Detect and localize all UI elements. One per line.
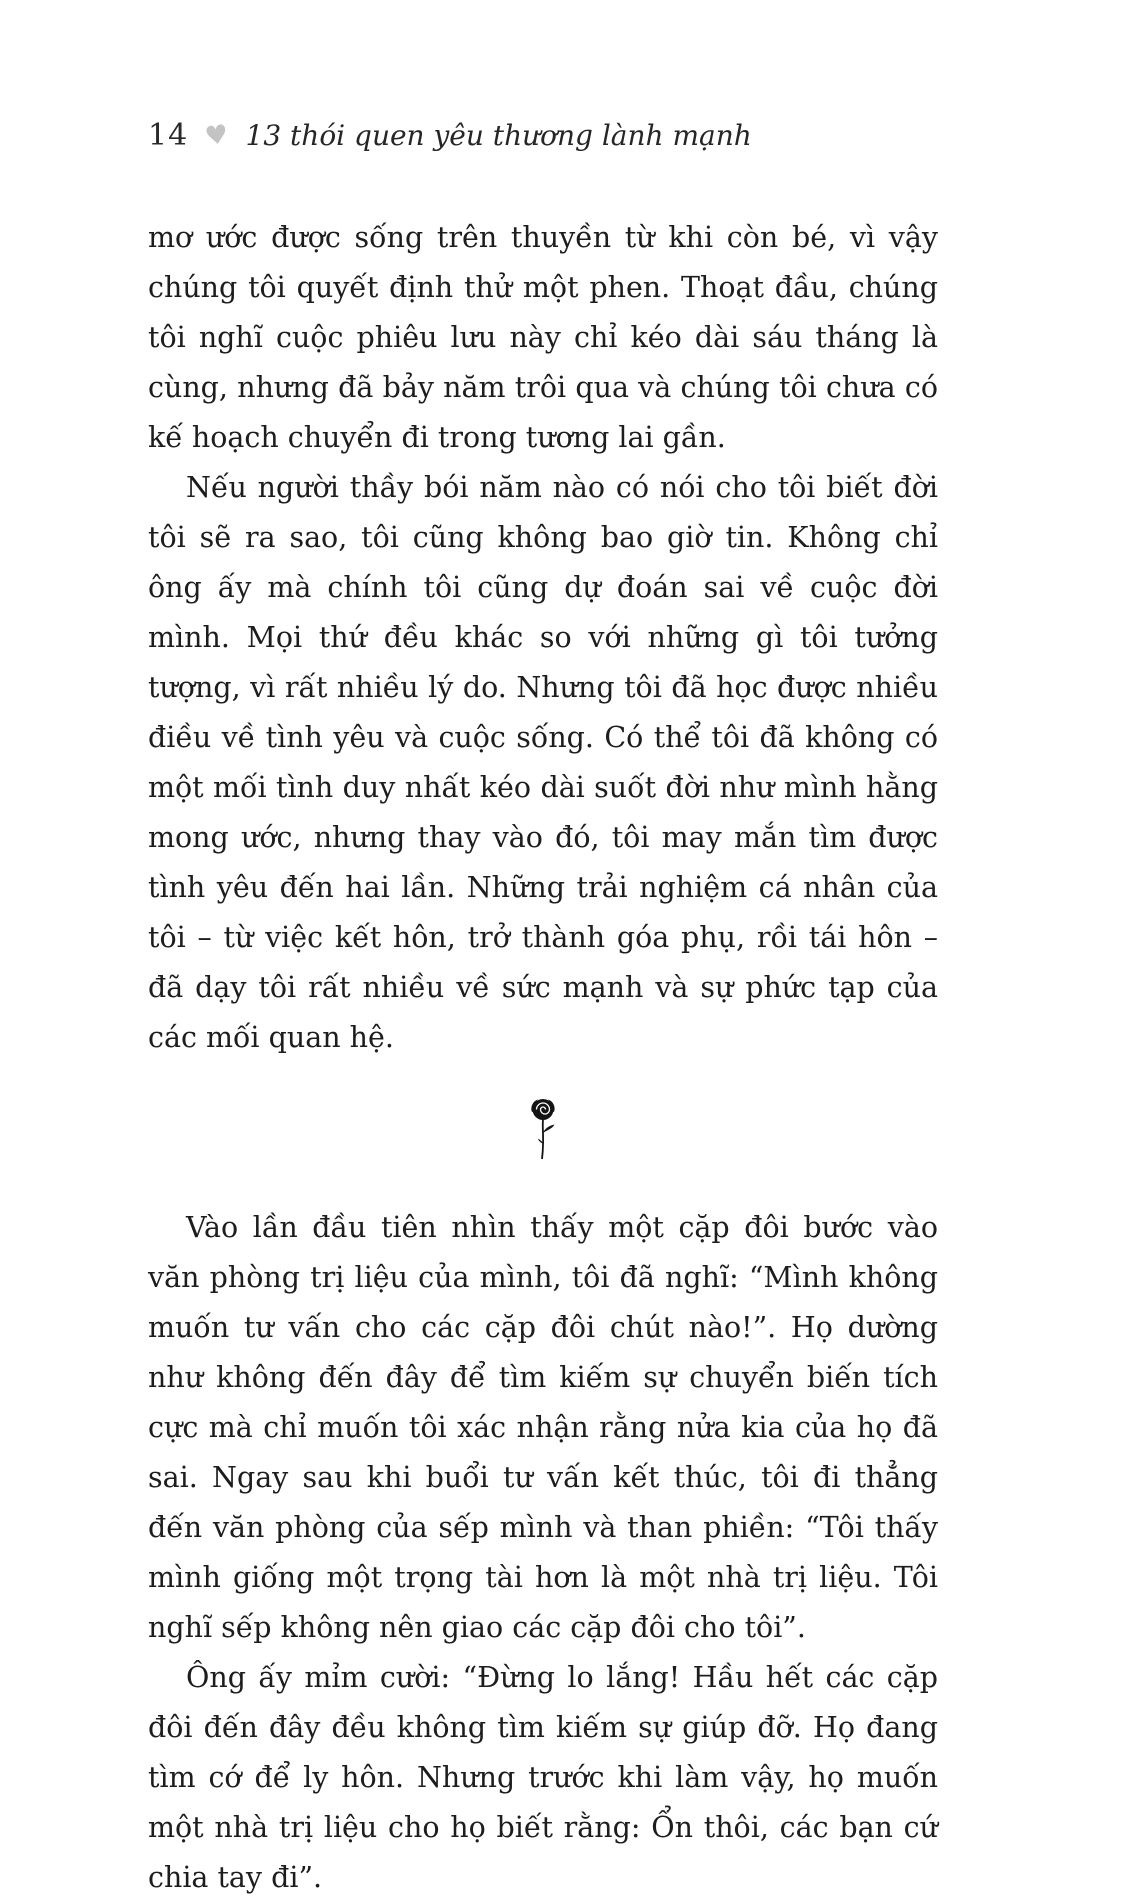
page-header bbox=[148, 118, 938, 153]
paragraph: Vào lần đầu tiên nhìn thấy một cặp đôi bước vào văn phòng trị liệu của mình, tôi đã nghĩ: “Mình không muốn tư vấn cho các cặp đôi chút nào!”. Họ dường như không đến đây để tìm kiếm sự chuyển biến tích cực mà chỉ muốn tôi xác nhận rằng nửa kia của họ đã sai. Ngay sau khi buổi tư vấn kết thúc, tôi đi thẳng đến văn phòng của sếp mình và than phiền: “Tôi thấy mình giống một trọng tài hơn là một nhà trị liệu. Tôi nghĩ sếp không nên giao các cặp đôi cho tôi”. bbox=[148, 1211, 938, 1644]
running-title: 13 thói quen yêu thương lành mạnh bbox=[245, 119, 752, 152]
paragraph: mơ ước được sống trên thuyền từ khi còn bé, vì vậy chúng tôi quyết định thử một phen. Thoạt đầu, chúng tôi nghĩ cuộc phiêu lưu này chỉ kéo dài sáu tháng là cùng, nhưng đã bảy năm trôi qua và chúng tôi chưa có kế hoạch chuyển đi trong tương lai gần. bbox=[148, 221, 938, 454]
heart-icon: ♥ bbox=[203, 119, 231, 152]
paragraph: Ông ấy mỉm cười: “Đừng lo lắng! Hầu hết các cặp đôi đến đây đều không tìm kiếm sự giúp đỡ. Họ đang tìm cớ để ly hôn. Nhưng trước khi làm vậy, họ muốn một nhà trị liệu cho họ biết rằng: Ổn thôi, các bạn cứ chia tay đi”. bbox=[148, 1661, 938, 1894]
paragraph: Nếu người thầy bói năm nào có nói cho tôi biết đời tôi sẽ ra sao, tôi cũng không bao giờ tin. Không chỉ ông ấy mà chính tôi cũng dự đoán sai về cuộc đời mình. Mọi thứ đều khác so với những gì tôi tưởng tượng, vì rất nhiều lý do. Nhưng tôi đã học được nhiều điều về tình yêu và cuộc sống. Có thể tôi đã không có một mối tình duy nhất kéo dài suốt đời như mình hằng mong ước, nhưng thay vào đó, tôi may mắn tìm được tình yêu đến hai lần. Những trải nghiệm cá nhân của tôi – từ việc kết hôn, trở thành góa phụ, rồi tái hôn – đã dạy tôi rất nhiều về sức mạnh và sự phức tạp của các mối quan hệ. bbox=[148, 471, 938, 1054]
page-body bbox=[148, 213, 938, 1903]
page-number: 14 bbox=[148, 118, 189, 153]
section-divider bbox=[148, 1097, 938, 1161]
rose-icon bbox=[525, 1146, 561, 1165]
